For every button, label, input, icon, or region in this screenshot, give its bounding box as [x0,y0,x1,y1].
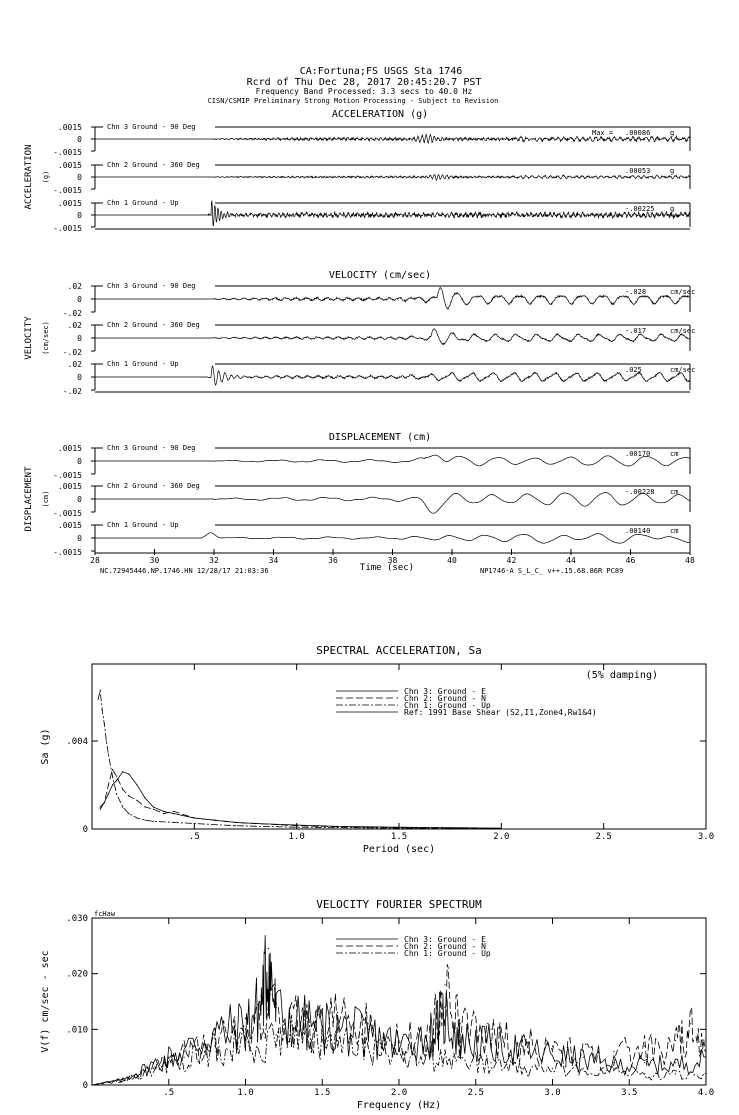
data-point [122,806,123,807]
data-point [108,754,109,755]
acc-waveform [95,175,690,181]
y-tick-label: 0 [82,825,88,835]
data-point [521,1068,522,1069]
vel-waveform [95,288,690,310]
data-point [153,806,154,807]
data-point [153,1068,154,1069]
data-point [552,1045,553,1046]
y-tick-bottom: -.0015 [53,548,82,557]
data-point [337,1012,338,1013]
data-point [501,828,502,829]
acc-channel-3 [53,198,690,233]
max-unit: g [670,129,675,137]
data-point [705,1073,706,1074]
data-point [705,1057,706,1058]
data-point [491,1062,492,1063]
max-value: .00140 [625,527,651,535]
y-tick-top: .0015 [57,199,82,208]
data-point [583,1051,584,1052]
frequency-band: Frequency Band Processed: 3.3 secs to 40.0 Hz [255,87,473,96]
max-prefix: Max = [592,129,614,137]
max-unit: g [670,205,675,213]
y-tick-bottom: -.0015 [53,509,82,518]
data-point [368,1023,369,1024]
y-tick-top: .02 [67,282,82,291]
data-point [260,995,261,996]
dis-waveform [95,455,690,466]
dis-group [24,432,690,557]
data-point [705,1051,706,1052]
data-point [583,1057,584,1058]
data-point [136,784,137,785]
max-value: .00053 [625,167,651,175]
data-point [276,1007,277,1008]
data-point [644,1073,645,1074]
dis-title: DISPLACEMENT (cm) [328,432,432,443]
channel-label: Chn 2 Ground - 360 Deg [107,321,200,329]
record-time: Rcrd of Thu Dec 28, 2017 20:45:20.7 PST [246,77,482,88]
x-tick-label: .5 [188,832,200,842]
data-point [184,1051,185,1052]
vel-waveform [95,329,690,345]
y-tick-top: .0015 [57,161,82,170]
vel-group [24,270,695,396]
x-tick-label: 2.0 [390,1088,408,1098]
y-tick-zero: 0 [77,373,82,382]
y-tick-label: .030 [66,914,88,924]
data-point [398,1051,399,1052]
data-point [613,1068,614,1069]
channel-label: Chn 1 Ground - Up [107,521,179,529]
data-point [521,1040,522,1041]
y-tick-zero: 0 [77,457,82,466]
data-point [296,827,297,828]
max-unit: cm/sec [670,327,696,335]
max-value: -.028 [625,288,647,296]
data-point [122,1079,123,1080]
processing-version: NP1746-A S_L_C_ v++.15.68.86R PC89 [480,567,624,575]
y-tick-zero: 0 [77,534,82,543]
data-point [145,820,146,821]
data-point [173,822,174,823]
data-point [245,1040,246,1041]
y-tick-bottom: -.0015 [53,224,82,233]
data-point [644,1045,645,1046]
data-point [644,1062,645,1063]
acc-side-unit: (g) [42,170,50,184]
data-point [368,1029,369,1030]
x-tick-label: .5 [163,1088,175,1098]
station-title: CA:Fortuna;FS USGS Sta 1746 [299,66,463,77]
x-tick-label: 1.5 [314,1088,331,1098]
series-line [100,770,501,829]
time-tick-label: 46 [625,556,636,565]
max-value: -.00228 [625,488,655,496]
data-point [122,771,123,772]
legend-entry: Chn 3: Ground - E [404,935,486,944]
y-tick-top: .0015 [57,482,82,491]
data-point [444,1007,445,1008]
data-point [613,1051,614,1052]
dis-channel-2 [53,481,690,518]
data-point [136,800,137,801]
data-point [306,1018,307,1019]
data-point [163,813,164,814]
data-point [100,806,101,807]
vel-channel-1 [63,281,696,318]
vel-channel-3 [63,359,696,396]
vel-side-label: VELOCITY [24,316,34,360]
data-point [91,1084,92,1085]
data-point [106,740,107,741]
x-tick-label: 1.0 [237,1088,254,1098]
time-tick-label: 38 [387,556,398,565]
data-point [194,823,195,824]
x-tick-label: 4.0 [697,1088,715,1098]
x-tick-label: 3.0 [544,1088,561,1098]
channel-label: Chn 3 Ground - 90 Deg [107,282,196,290]
data-point [583,1068,584,1069]
y-tick-bottom: -.02 [62,309,82,318]
time-tick-label: 42 [506,556,517,565]
y-tick-zero: 0 [77,295,82,304]
x-axis-label: Period (sec) [362,844,436,855]
dis-channel-1 [53,443,690,480]
time-tick-label: 40 [447,556,457,565]
data-point [235,825,236,826]
data-point [145,798,146,799]
y-tick-bottom: -.0015 [53,471,82,480]
legend-entry: Chn 1: Ground - Up [404,949,491,958]
x-axis-label: Frequency (Hz) [356,1100,442,1111]
y-tick-top: .0015 [57,521,82,530]
acc-side-label: ACCELERATION [24,144,34,210]
y-tick-zero: 0 [77,211,82,220]
data-point [444,984,445,985]
data-point [153,809,154,810]
legend-entry: Chn 3: Ground - E [404,687,486,696]
data-point [153,821,154,822]
channel-label: Chn 1 Ground - Up [107,199,179,207]
dis-waveform [95,533,690,544]
data-point [100,809,101,810]
vel-channel-2 [63,320,696,357]
data-point [276,1034,277,1035]
y-axis-label: Sa (g) [40,728,51,765]
channel-label: Chn 2 Ground - 360 Deg [107,482,200,490]
velocity-fourier-spectrum-chart [40,898,714,1111]
y-tick-zero: 0 [77,173,82,182]
time-tick-label: 34 [268,556,279,565]
data-point [521,1045,522,1046]
channel-label: Chn 3 Ground - 90 Deg [107,123,196,131]
time-tick-label: 28 [90,556,100,565]
plot-frame [92,664,706,829]
data-point [214,820,215,821]
time-tick-label: 36 [328,556,338,565]
time-tick-label: 48 [685,556,695,565]
data-point [184,1057,185,1058]
dis-side-label: DISPLACEMENT [24,466,34,532]
data-point [194,817,195,818]
data-point [184,1045,185,1046]
dis-channel-3 [53,520,690,557]
y-tick-label: .004 [66,737,88,747]
data-point [296,825,297,826]
spectral-acceleration-chart [40,644,714,855]
max-unit: cm [670,488,679,496]
y-tick-label: 0 [82,1081,88,1091]
x-tick-label: 3.0 [697,832,715,842]
x-tick-label: 2.5 [595,832,612,842]
y-tick-top: .0015 [57,444,82,453]
data-point [491,1029,492,1030]
data-point [245,1018,246,1019]
vel-title: VELOCITY (cm/sec) [328,270,432,281]
data-point [128,795,129,796]
data-point [214,1034,215,1035]
y-tick-label: .010 [66,1025,88,1036]
data-point [255,823,256,824]
max-value: .025 [625,366,642,374]
data-point [460,1057,461,1058]
channel-label: Chn 1 Ground - Up [107,360,179,368]
data-point [491,1040,492,1041]
data-point [173,813,174,814]
channel-label: Chn 2 Ground - 360 Deg [107,161,200,169]
time-axis-label: Time (sec) [359,563,415,573]
acc-channel-2 [53,160,690,195]
data-point [675,1073,676,1074]
data-point [116,780,117,781]
record-id: NC.72945446.NP.1746.HN 12/28/17 21:03:36 [100,567,269,575]
data-point [102,710,103,711]
series-1 [100,771,502,829]
plot-frame [92,918,706,1085]
chart-title: SPECTRAL ACCELERATION, Sa [316,644,482,657]
max-unit: cm [670,450,679,458]
y-tick-bottom: -.02 [62,348,82,357]
time-tick-label: 44 [566,556,576,565]
dis-waveform [95,493,690,514]
damping-note: (5% damping) [585,670,658,681]
data-point [306,1029,307,1030]
y-tick-bottom: -.0015 [53,148,82,157]
data-point [128,813,129,814]
data-point [145,806,146,807]
y-tick-top: .02 [67,360,82,369]
x-tick-label: 1.5 [390,832,408,842]
acc-group [24,109,690,233]
vel-waveform [95,366,690,385]
data-point [460,1034,461,1035]
data-point [268,948,269,949]
max-value: -.017 [625,327,647,335]
y-tick-top: .02 [67,321,82,330]
data-point [104,802,105,803]
data-point [108,793,109,794]
data-point [235,822,236,823]
series-line [92,964,706,1085]
data-point [214,1045,215,1046]
data-point [98,699,99,700]
data-point [552,1051,553,1052]
max-value: .00170 [625,450,651,458]
data-point [552,1068,553,1069]
data-point [460,1023,461,1024]
y-tick-zero: 0 [77,334,82,343]
y-tick-bottom: -.0015 [53,186,82,195]
max-unit: g [670,167,675,175]
max-unit: cm [670,527,679,535]
max-value: .00086 [625,129,651,137]
chart-title: VELOCITY FOURIER SPECTRUM [316,898,482,911]
x-tick-label: 1.0 [288,832,305,842]
max-unit: cm/sec [670,288,696,296]
data-point [690,1023,691,1024]
y-tick-zero: 0 [77,135,82,144]
y-tick-top: .0015 [57,123,82,132]
series-line [100,772,501,828]
vel-side-unit: (cm/sec) [42,321,50,355]
data-point [429,1057,430,1058]
data-point [104,723,105,724]
data-point [398,1040,399,1041]
max-unit: cm/sec [670,366,696,374]
data-point [675,1040,676,1041]
time-tick-label: 32 [209,556,219,565]
time-series-panels [24,109,695,565]
max-value: -.00225 [625,205,655,213]
data-point [116,776,117,777]
series-3 [91,1011,706,1086]
data-point [173,811,174,812]
data-point [163,811,164,812]
acc-title: ACCELERATION (g) [331,109,429,120]
data-point [108,784,109,785]
time-tick-label: 30 [149,556,160,565]
series-2 [100,769,502,829]
data-point [398,828,399,829]
x-tick-label: 2.0 [493,832,510,842]
data-point [429,1029,430,1030]
data-point [112,776,113,777]
data-point [128,773,129,774]
y-axis-label: V(f) cm/sec - sec [40,950,51,1053]
legend-entry: Chn 2: Ground - N [404,942,486,951]
y-tick-bottom: -.02 [62,387,82,396]
data-point [368,1045,369,1046]
data-point [122,789,123,790]
data-point [112,784,113,785]
corner-label: fcHaw [94,910,116,918]
y-tick-label: .020 [66,969,88,980]
dis-side-unit: (cm) [42,490,50,508]
data-point [337,1040,338,1041]
data-point [100,690,101,691]
channel-label: Chn 3 Ground - 90 Deg [107,444,196,452]
x-tick-label: 3.5 [621,1088,638,1098]
data-point [116,793,117,794]
data-point [675,1062,676,1063]
processing-note: CISN/CSMIP Preliminary Strong Motion Processing - Subject to Revision [207,97,499,105]
legend-entry: Chn 1: Ground - Up [404,701,491,710]
legend-entry: Ref: 1991 Base Shear (S2,I1,Zone4,Rw1&4) [404,708,597,717]
acc-channel-1 [53,122,690,157]
data-point [136,817,137,818]
data-point [112,769,113,770]
x-tick-label: 2.5 [467,1088,484,1098]
y-tick-zero: 0 [77,495,82,504]
legend-entry: Chn 2: Ground - N [404,694,486,703]
